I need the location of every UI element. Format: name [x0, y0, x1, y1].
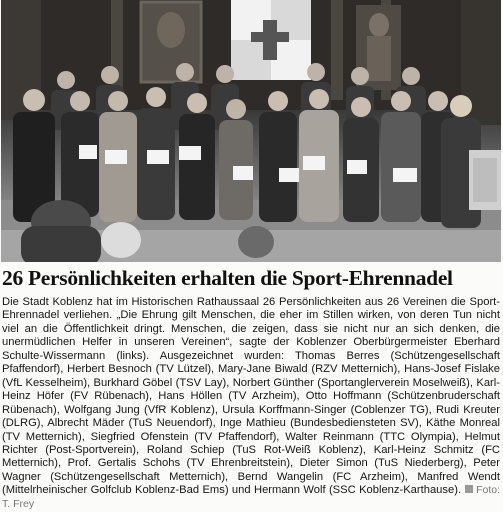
article-headline: 26 Persönlichkeiten erhalten die Sport-Ehrennadel	[2, 266, 453, 290]
group-photo-illustration	[1, 0, 501, 262]
photo-credit: Foto: T. Frey	[2, 484, 500, 510]
article-body	[2, 296, 500, 511]
credit-square-icon	[465, 485, 473, 493]
article-body-text: Die Stadt Koblenz hat im Historischen Rathaussaal 26 Persönlichkeiten aus 26 Vereinen die Sport-Ehrennadel verliehen. „Die Ehrung gilt Menschen, die eher im Stillen wirken, von deren Tun nicht viel an die Öffentlichkeit dringt. Menschen, die zeigen, dass sie nicht nur an sich denken, die unermüdlichen Helfer in unseren Vereinen“, sagte der Koblenzer Oberbürgermeister Eberhard Schulte-Wissermann (links). Ausgezeichnet wurden: Thomas Berres (Schützengesellschaft Pfaffendorf), Herbert Besnoch (TV Lützel), Mary-Jane Biwald (RZV Metternich), Hans-Josef Fislake (VfL Kesselheim), Burkhard Göbel (TSV Lay), Norbert Günther (Sportanglerverein Moselweiß), Karl-Heinz Höfer (FV Rübenach), Hans Höllen (TV Arzheim), Otto Hoffmann (Schützenbruderschaft Rübenach), Wolfgang Jung (VfR Koblenz), Ursula Korffmann-Singer (Coblenzer TG), Rudi Kreuter (DLRG), Albrecht Mäder (TuS Neuendorf), Inge Mathieu (Bundesbediensteten SV), Käthe Monreal (TV Metternich), Siegfried Ofenstein (TV Pfaffendorf), Walter Reinmann (TTC Olympia), Helmut Richter (Post-Sportverein), Roland Schiep (TuS Rot-Weiß Koblenz), Karl-Heinz Schmitz (FC Metternich), Prof. Gertalis Schohs (TV Ehrenbreitstein), Dieter Simon (TuS Niederberg), Peter Wagner (Schützengesellschaft Metternich), Bernd Wangelin (FC Arzheim), Manfred Wendt (Mittelrheinischer Golfclub Koblenz-Bad Ems) und Hermann Wolf (SSC Koblenz-Karthause).	[2, 296, 500, 497]
group-photo	[1, 0, 501, 262]
